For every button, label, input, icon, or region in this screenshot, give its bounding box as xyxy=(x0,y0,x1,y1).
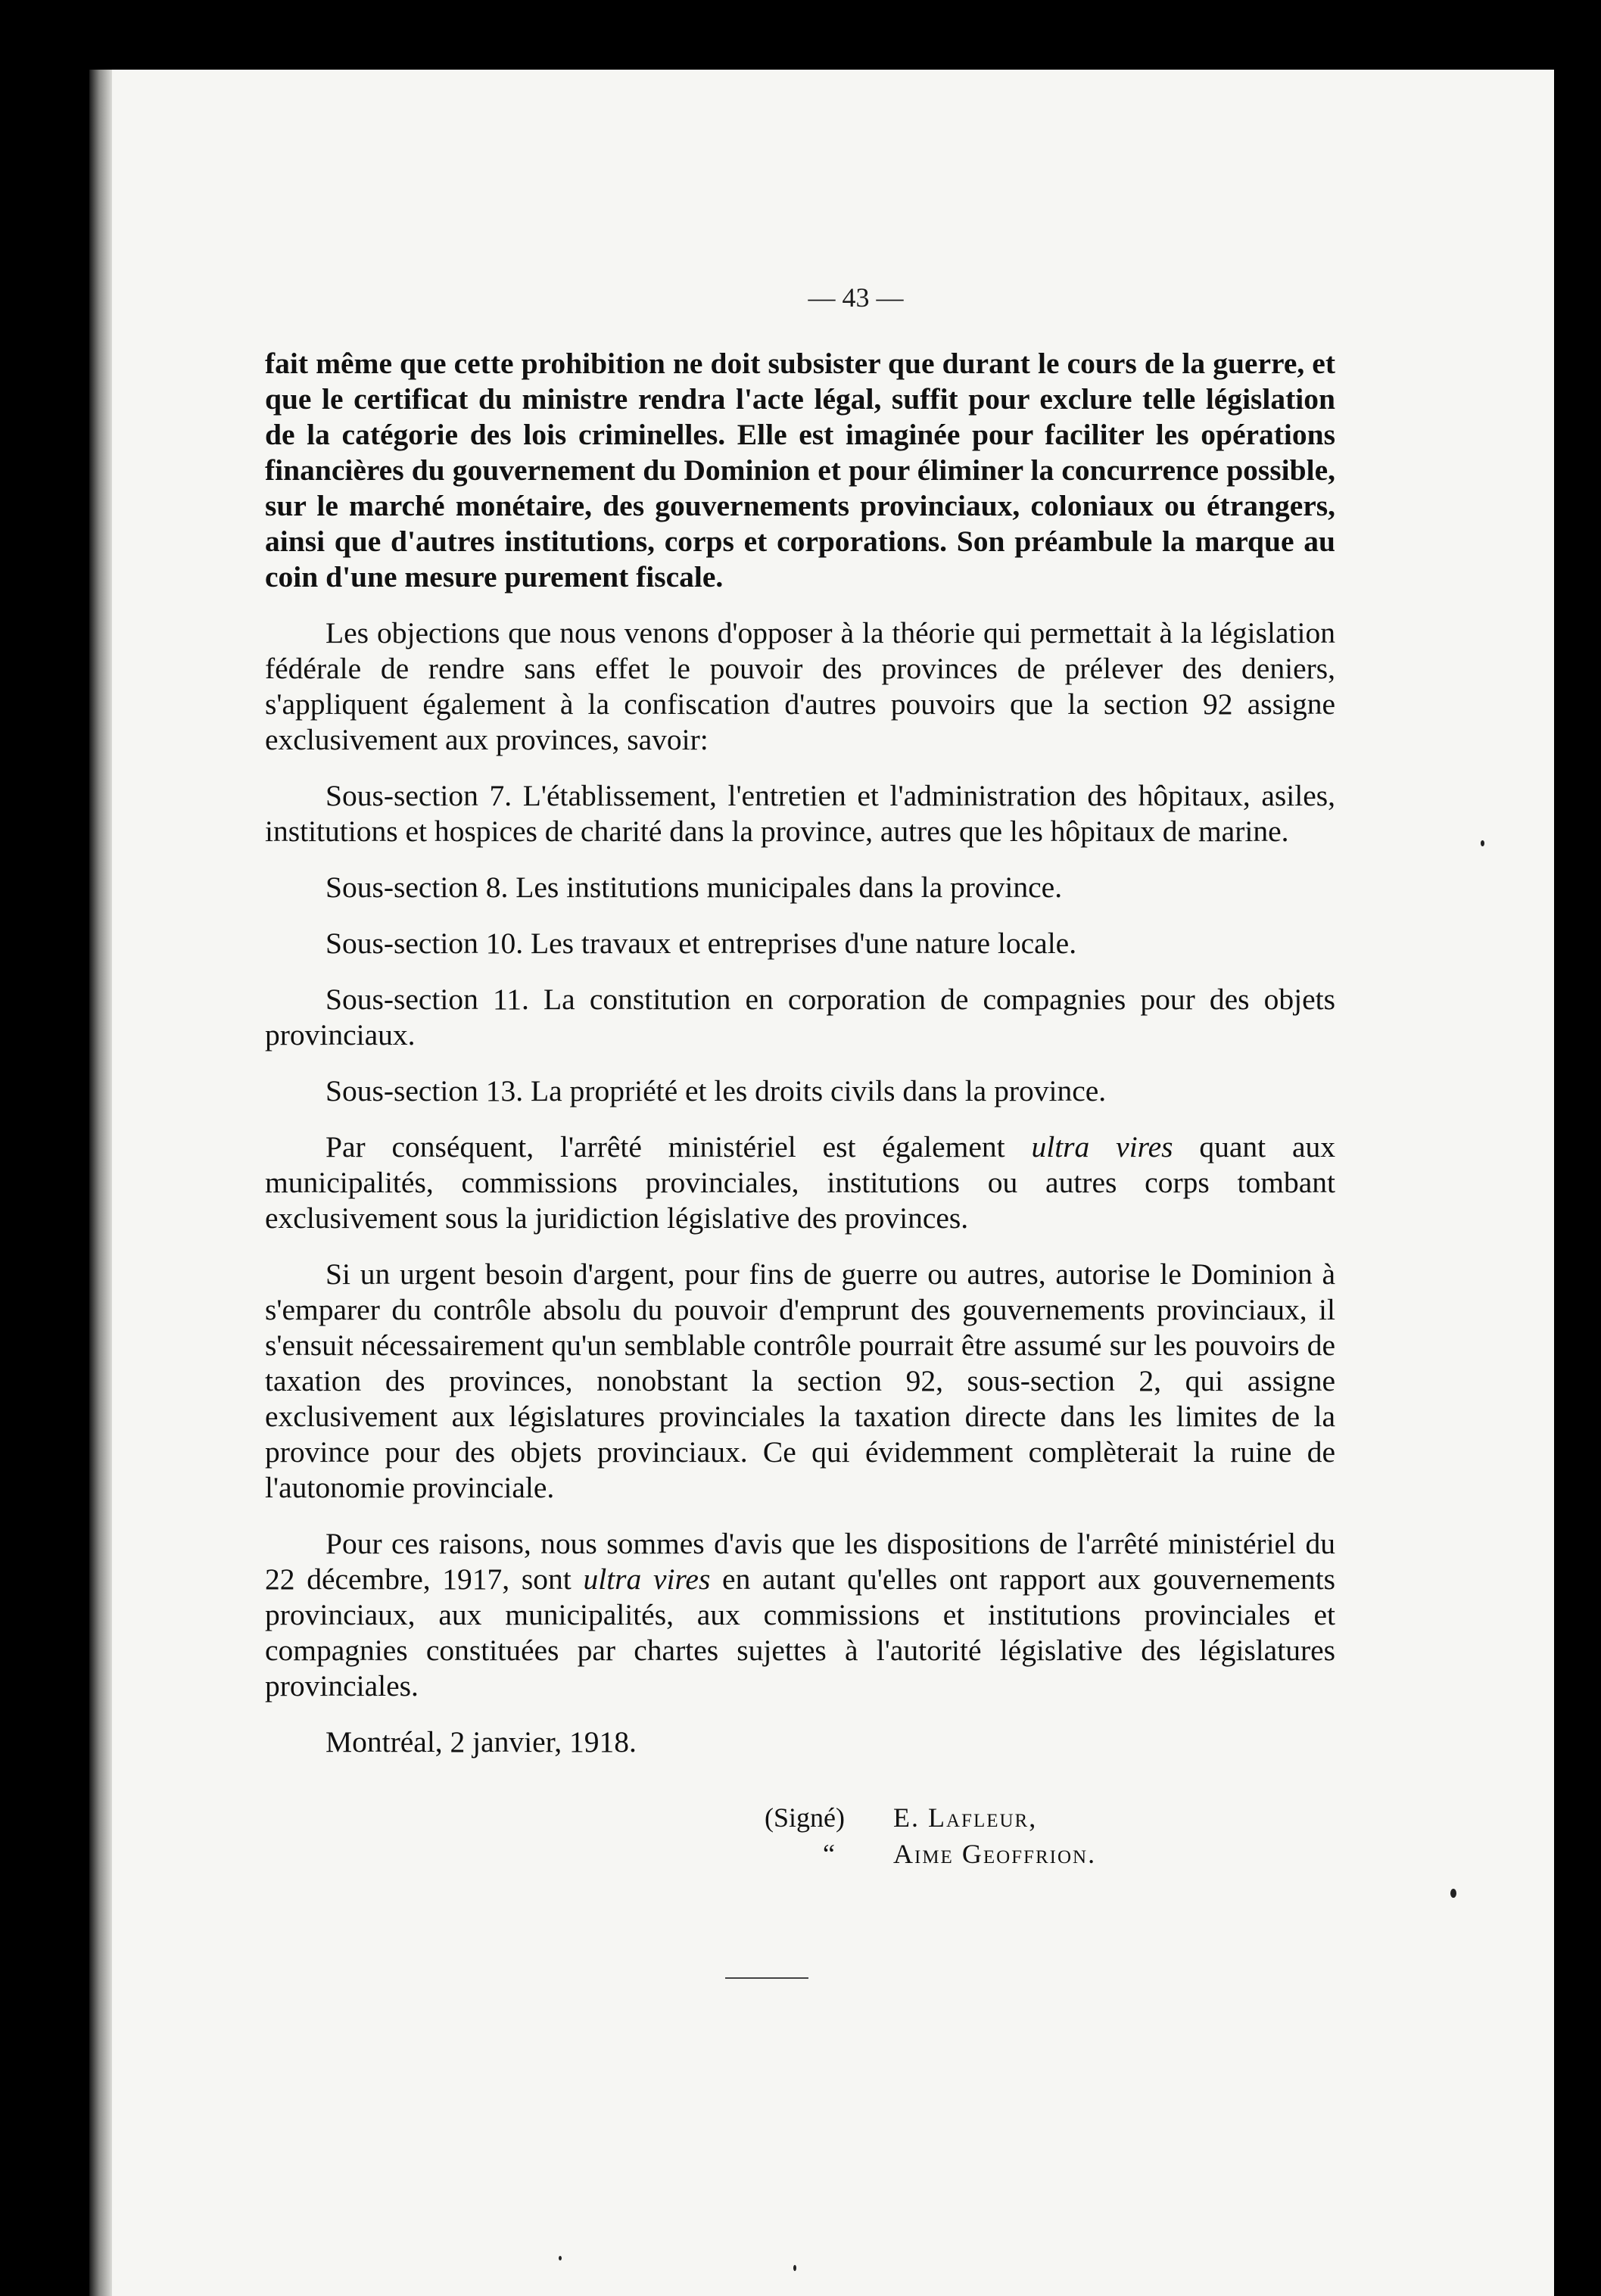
document-page xyxy=(112,70,1554,2296)
paragraph-conclusion xyxy=(265,1526,1335,1704)
signature-row-2 xyxy=(765,1836,1335,1872)
text-run: en autant qu'elles ont rapport aux gouvernements provinciaux, aux municipalités, aux commissions et institutions provinciales et compagnies constituées par chartes sujettes à l'autorité législative des législatures provinciales. xyxy=(265,1562,1336,1703)
subsection-7: Sous-section 7. L'établissement, l'entretien et l'administration des hôpitaux, asiles, institutions et hospices de charité dans la province, autres que les hôpitaux de marine. xyxy=(265,779,1335,848)
paragraph-besoin: Si un urgent besoin d'argent, pour fins de guerre ou autres, autorise le Dominion à s'emparer du contrôle absolu du pouvoir d'emprunt des gouvernements provinciaux, il s'ensuit nécessairement qu'un semblable contrôle pourrait être assumé sur les pouvoirs de taxation des provinces, nonobstant la section 92, sous-section 2, qui assigne exclusivement aux législatures provinciales la taxation directe dans les limites de la province pour des objets provinciaux. Ce qui évidemment complèterait la ruine de l'autonomie provinciale. xyxy=(265,1257,1335,1504)
paragraph-text: fait même que cette prohibition ne doit subsister que durant le cours de la guerre, et que le certificat du ministre rendra l'acte légal, suffit pour exclure telle législation de la catégorie des lois criminelles. Elle est imaginée pour faciliter les opérations financières du gouvernement du Dominion et pour éliminer la concurrence possible, sur le marché monétaire, des gouvernements provinciaux, coloniaux ou étrangers, ainsi que d'autres institutions, corps et corporations. Son préambule la marque au coin d'une mesure purement fiscale. xyxy=(265,347,1335,593)
body-text xyxy=(265,346,1335,1872)
subsection-13: Sous-section 13. La propriété et les droits civils dans la province. xyxy=(325,1074,1107,1108)
signature-block xyxy=(765,1799,1335,1872)
page-edge-shadow xyxy=(89,70,112,2296)
italic-ultra-vires: ultra vires xyxy=(583,1562,711,1596)
paragraph-continuation xyxy=(265,346,1335,595)
date-line: Montréal, 2 janvier, 1918. xyxy=(325,1725,637,1759)
subsection-8: Sous-section 8. Les institutions municipales dans la province. xyxy=(325,871,1063,904)
closing-rule xyxy=(725,1977,808,1979)
page-number: — 43 — xyxy=(808,282,904,313)
signatory-name-1: E. Lafleur, xyxy=(893,1802,1038,1833)
text-run: Par conséquent, l'arrêté ministériel est également xyxy=(325,1130,1032,1164)
ditto-mark: “ xyxy=(823,1839,835,1869)
signatory-name-2: Aime Geoffrion. xyxy=(893,1839,1097,1869)
scan-speck xyxy=(793,2265,796,2271)
subsection-10: Sous-section 10. Les travaux et entreprises d'une nature locale. xyxy=(325,927,1077,960)
scan-speck xyxy=(1481,840,1484,846)
text-run: quant aux municipalités, commissions provinciales, institutions ou autres corps tombant exclusivement sous la juridiction législative des provinces. xyxy=(265,1130,1335,1235)
scan-speck xyxy=(1450,1889,1456,1898)
subsection-11: Sous-section 11. La constitution en corporation de compagnies pour des objets provinciaux. xyxy=(265,983,1335,1051)
paragraph-consequent xyxy=(265,1129,1335,1236)
paragraph-objections: Les objections que nous venons d'opposer à la théorie qui permettait à la législation fédérale de rendre sans effet le pouvoir des provinces de prélever des deniers, s'appliquent également à la confiscation d'autres pouvoirs que la section 92 assigne exclusivement aux provinces, savoir: xyxy=(265,616,1335,756)
scan-speck xyxy=(559,2256,562,2260)
signature-prefix: (Signé) xyxy=(765,1802,845,1833)
text-run: Pour ces raisons, nous sommes d'avis que les dispositions de l'arrêté ministériel du 22 décembre, 1917, sont xyxy=(265,1527,1335,1596)
signature-row-1 xyxy=(765,1799,1335,1836)
italic-ultra-vires: ultra vires xyxy=(1031,1130,1173,1164)
